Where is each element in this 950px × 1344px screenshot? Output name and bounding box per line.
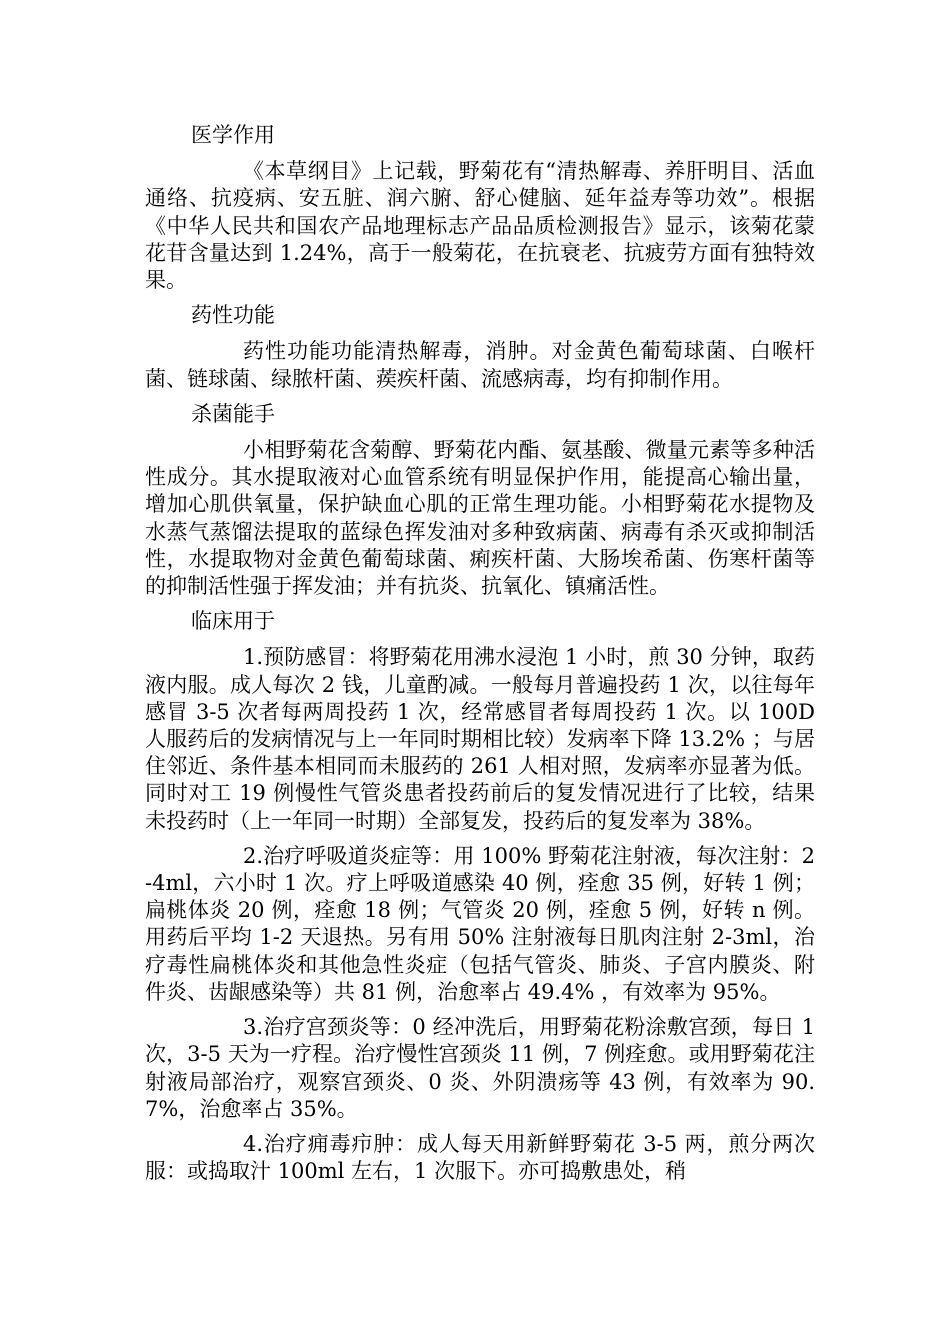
section-heading-clinical-use: 临床用于 xyxy=(191,609,275,634)
paragraph-clinical-item-1: 1.预防感冒：将野菊花用沸水浸泡 1 小时，煎 30 分钟，取药液内服。成人每次 2 钱，儿童酌减。一般每月普遍投药 1 次，以往每年感冒 3-5 次者每两周投药 1 次，经常感冒者每周投药 1 次。以 100D 人服药后的发病情况与上一年同时期相比较）发病率下降 13.2% ；与居住邻近、条件基本相同而未服药的 261 人相对照，发病率亦显著为低。同时对工 19 例慢性气管炎患者投药前后的复发情况进行了比较，结果未投药时（上一年同一时期）全部复发，投药后的复发率为 38%。 xyxy=(145,645,815,833)
paragraph-antibacterial: 小相野菊花含菊醇、野菊花内酯、氨基酸、微量元素等多种活性成分。其水提取液对心血管系统有明显保护作用，能提高心输出量，增加心肌供氧量，保护缺血心肌的正常生理功能。小相野菊花水提物及水蒸气蒸馏法提取的蓝绿色挥发油对多种致病菌、病毒有杀灭或抑制活性，水提取物对金黄色葡萄球菌、痢疾杆菌、大肠埃希菌、伤寒杆菌等的抑制活性强于挥发油；并有抗炎、抗氧化、镇痛活性。 xyxy=(145,438,815,599)
section-heading-antibacterial: 杀菌能手 xyxy=(191,401,275,426)
paragraph-clinical-item-2: 2.治疗呼吸道炎症等：用 100% 野菊花注射液，每次注射：2-4ml，六小时 1 次。疗上呼吸道感染 40 例，痊愈 35 例，好转 1 例；扁桃体炎 20 例，痊愈 18 例；气管炎 20 例，痊愈 5 例，好转 n 例。用药后平均 1-2 天退热。另有用 50% 注射液每日肌肉注射 2-3ml，治疗毒性扁桃体炎和其他急性炎症（包括气管炎、肺炎、子宫内膜炎、附件炎、齿龈感染等）共 81 例，治愈率占 49.4% ，有效率为 95%。 xyxy=(145,843,815,1004)
section-heading-medicinal-function: 药性功能 xyxy=(191,303,275,328)
section-heading-medical-use: 医学作用 xyxy=(191,123,275,147)
paragraph-medicinal-function: 药性功能功能清热解毒，消肿。对金黄色葡萄球菌、白喉杆菌、链球菌、绿脓杆菌、蒺疾杆菌、流感病毒，均有抑制作用。 xyxy=(145,339,815,391)
document-body xyxy=(145,122,815,1193)
paragraph-clinical-item-4: 4.治疗痈毒疖肿：成人每天用新鲜野菊花 3-5 两，煎分两次服：或捣取汁 100ml 左右，1 次服下。亦可捣敷患处，稍 xyxy=(145,1131,815,1184)
paragraph-medical-use: 《本草纲目》上记载，野菊花有“清热解毒、养肝明目、活血通络、抗疫病、安五脏、润六腑、舒心健脑、延年益寿等功效”。根据《中华人民共和国农产品地理标志产品品质检测报告》显示，该菊花蒙花苷含量达到 1.24%，高于一般菊花，在抗衰老、抗疲劳方面有独特效果。 xyxy=(145,159,815,293)
paragraph-clinical-item-3: 3.治疗宫颈炎等：0 经冲洗后，用野菊花粉涂敷宫颈，每日 1 次，3-5 天为一疗程。治疗慢性宫颈炎 11 例，7 例痊愈。或用野菊花注射液局部治疗，观察宫颈炎、0 炎、外阴溃疡等 43 例，有效率为 90.7%，治愈率占 35%。 xyxy=(145,1015,815,1121)
